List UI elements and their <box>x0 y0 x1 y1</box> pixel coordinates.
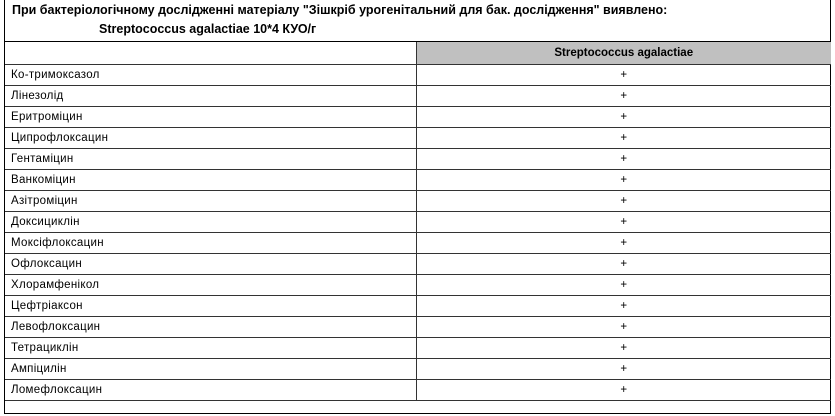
susceptibility-value: + <box>416 337 831 358</box>
susceptibility-value: + <box>416 316 831 337</box>
table-row <box>5 295 831 316</box>
antibiotic-name: Ампіцилін <box>5 358 416 379</box>
antibiotic-name: Ципрофлоксацин <box>5 127 416 148</box>
susceptibility-value: + <box>416 232 831 253</box>
antibiotic-column-header <box>5 42 416 64</box>
table-row <box>5 232 831 253</box>
antibiotic-name: Азітроміцин <box>5 190 416 211</box>
table-row <box>5 274 831 295</box>
table-row <box>5 358 831 379</box>
susceptibility-value: + <box>416 190 831 211</box>
susceptibility-value: + <box>416 295 831 316</box>
susceptibility-value: + <box>416 253 831 274</box>
table-row <box>5 64 831 85</box>
antibiotic-name: Офлоксацин <box>5 253 416 274</box>
susceptibility-value: + <box>416 85 831 106</box>
table-header-row <box>5 42 831 64</box>
antibiotic-name: Тетрациклін <box>5 337 416 358</box>
antibiotic-name: Моксіфлоксацин <box>5 232 416 253</box>
antibiotic-name: Лінезолід <box>5 85 416 106</box>
antibiotic-name: Доксициклін <box>5 211 416 232</box>
susceptibility-value: + <box>416 274 831 295</box>
antibiotic-name: Левофлоксацин <box>5 316 416 337</box>
susceptibility-value: + <box>416 127 831 148</box>
antibiotic-name: Цефтріаксон <box>5 295 416 316</box>
table-row <box>5 190 831 211</box>
report-title: При бактеріологічному дослідженні матеріалу "Зішкріб урогенітальний для бак. дослідження" виявлено: <box>12 3 668 17</box>
susceptibility-table <box>5 42 831 401</box>
table-row <box>5 148 831 169</box>
antibiotic-name: Еритроміцин <box>5 106 416 127</box>
susceptibility-value: + <box>416 211 831 232</box>
susceptibility-value: + <box>416 148 831 169</box>
table-row <box>5 379 831 400</box>
antibiotic-name: Гентаміцин <box>5 148 416 169</box>
susceptibility-value: + <box>416 379 831 400</box>
susceptibility-value: + <box>416 64 831 85</box>
organism-column-header: Streptococcus agalactiae <box>416 42 831 64</box>
table-row <box>5 85 831 106</box>
table-row <box>5 337 831 358</box>
antibiotic-name: Хлорамфенікол <box>5 274 416 295</box>
report-frame <box>4 0 831 414</box>
susceptibility-value: + <box>416 169 831 190</box>
table-row <box>5 211 831 232</box>
susceptibility-value: + <box>416 358 831 379</box>
table-row <box>5 127 831 148</box>
antibiotic-name: Ко-тримоксазол <box>5 64 416 85</box>
antibiotic-name: Ломефлоксацин <box>5 379 416 400</box>
table-row <box>5 253 831 274</box>
report-header <box>5 0 830 42</box>
antibiotic-name: Ванкоміцин <box>5 169 416 190</box>
table-row <box>5 106 831 127</box>
table-row <box>5 316 831 337</box>
table-row <box>5 169 831 190</box>
susceptibility-value: + <box>416 106 831 127</box>
organism-result: Streptococcus agalactiae 10*4 КУО/г <box>99 22 317 36</box>
